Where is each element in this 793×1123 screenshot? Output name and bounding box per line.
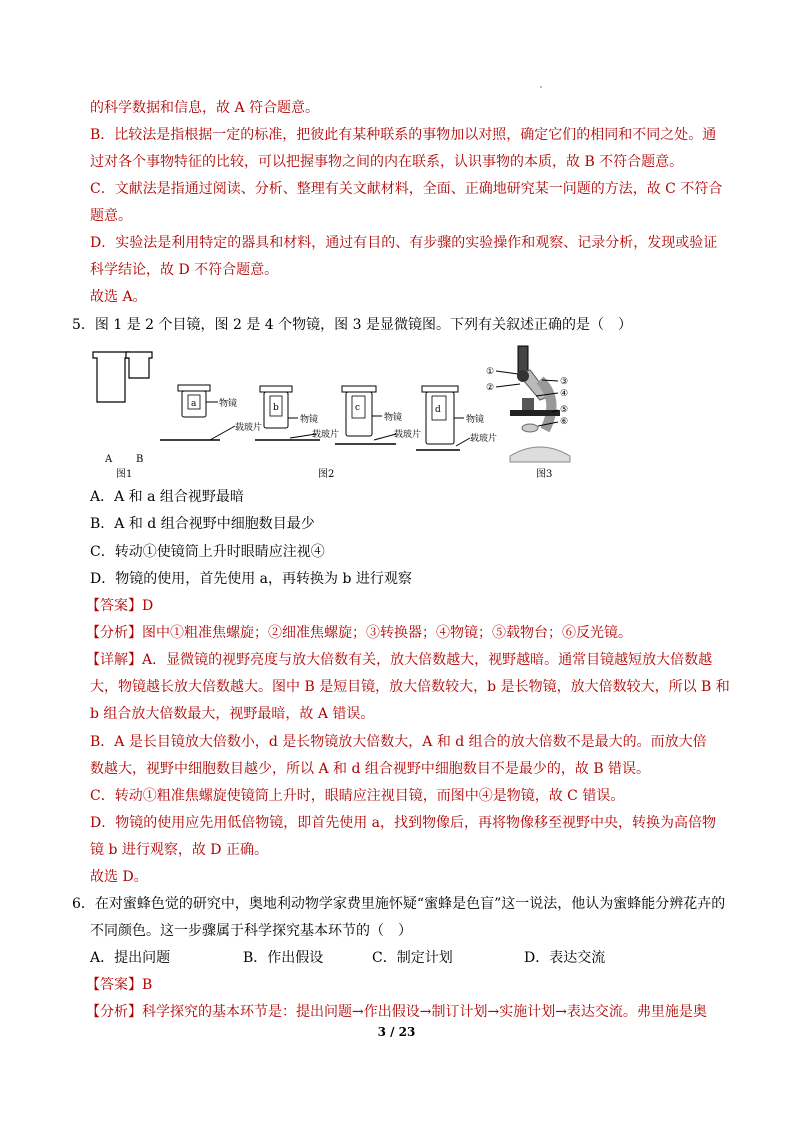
text-line: D．实验法是利用特定的器具和材料，通过有目的、有步骤的实验操作和观察、记录分析，发现或验证 bbox=[90, 235, 718, 251]
objective-d bbox=[422, 386, 458, 444]
scope-mark: ⑥ bbox=[560, 417, 569, 427]
scope-mark: ⑤ bbox=[560, 405, 569, 415]
option: B．作出假设 bbox=[243, 950, 324, 966]
detail-line: 大，物镜越长放大倍数越大。图中 B 是短目镜，放大倍数较大，b 是长物镜，放大倍数较大，所以 B 和 bbox=[90, 679, 730, 695]
scope-mark: ① bbox=[486, 367, 495, 377]
microscope-figure bbox=[90, 340, 590, 480]
microscope-drawing bbox=[510, 346, 570, 462]
objective-label: c bbox=[355, 403, 361, 413]
analysis-row bbox=[86, 1003, 707, 1021]
objective-label: a bbox=[191, 399, 197, 409]
figure-caption: 图1 bbox=[116, 469, 133, 480]
analysis-text: 科学探究的基本环节是：提出问题→作出假设→制订计划→实施计划→表达交流。弗里施是奥 bbox=[142, 1004, 707, 1020]
question-stem: 5．图 1 是 2 个目镜，图 2 是 4 个物镜，图 3 是显微镜图。下列有关叙述正确的是（ ） bbox=[72, 317, 632, 333]
text-line: 的科学数据和信息，故 A 符合题意。 bbox=[90, 100, 320, 116]
text-line: C．文献法是指通过阅读、分析、整理有关文献材料，全面、正确地研究某一问题的方法，故 C 不符合 bbox=[90, 181, 723, 197]
text-line: 故选 A。 bbox=[90, 289, 147, 305]
option: B．A 和 d 组合视野中细胞数目最少 bbox=[90, 516, 315, 532]
page-number: 3 / 23 bbox=[377, 1025, 416, 1039]
figure-caption: 图3 bbox=[536, 469, 553, 480]
eyepiece-label: A bbox=[105, 454, 113, 465]
analysis-tag: 【分析】 bbox=[86, 1004, 142, 1020]
detail-tag: 【详解】 bbox=[86, 652, 142, 668]
analysis-row bbox=[86, 624, 632, 642]
answer-value: D bbox=[142, 598, 154, 614]
slide-text: 载玻片 bbox=[235, 423, 263, 433]
option: D．表达交流 bbox=[524, 950, 606, 966]
scan-speck bbox=[540, 86, 542, 88]
option: C．制定计划 bbox=[372, 950, 453, 966]
objective-label: b bbox=[273, 403, 279, 413]
detail-row bbox=[86, 651, 712, 669]
detail-line: C．转动①粗准焦螺旋使镜筒上升时，眼睛应注视目镜，而图中④是物镜，故 C 错误。 bbox=[90, 788, 625, 804]
analysis-text: 图中①粗准焦螺旋；②细准焦螺旋；③转换器；④物镜；⑤载物台；⑥反光镜。 bbox=[142, 625, 632, 641]
analysis-tag: 【分析】 bbox=[86, 625, 142, 641]
objective-label: d bbox=[435, 405, 441, 415]
eyepiece-b bbox=[126, 352, 152, 378]
detail-line: 镜 b 进行观察，故 D 正确。 bbox=[90, 842, 268, 858]
objective-text: 物镜 bbox=[219, 399, 238, 409]
text-line: 科学结论，故 D 不符合题意。 bbox=[90, 262, 279, 278]
answer-tag: 【答案】 bbox=[86, 598, 142, 614]
eyepiece-a bbox=[93, 352, 129, 402]
scope-mark: ③ bbox=[560, 377, 569, 387]
scope-mark: ② bbox=[486, 383, 495, 393]
answer-row bbox=[86, 976, 152, 994]
slide-text: 载玻片 bbox=[470, 434, 498, 444]
figure-caption: 图2 bbox=[318, 469, 335, 480]
answer-row bbox=[86, 597, 153, 615]
slide-text: 载玻片 bbox=[394, 430, 422, 440]
objective-text: 物镜 bbox=[300, 415, 319, 425]
option: D．物镜的使用，首先使用 a，再转换为 b 进行观察 bbox=[90, 571, 412, 587]
objective-text: 物镜 bbox=[466, 415, 485, 425]
option: A．提出问题 bbox=[90, 950, 171, 966]
detail-line: B．A 是长目镜放大倍数小，d 是长物镜放大倍数大，A 和 d 组合的放大倍数不是最大的。而放大倍 bbox=[90, 734, 707, 750]
question-stem: 6．在对蜜蜂色觉的研究中，奥地利动物学家费里施怀疑“蜜蜂是色盲”这一说法，他认为蜜蜂能分辨花卉的 bbox=[72, 896, 726, 912]
option: C．转动①使镜筒上升时眼睛应注视④ bbox=[90, 544, 325, 560]
detail-line: 数越大，视野中细胞数目越少，所以 A 和 d 组合视野中细胞数目不是最少的，故 B 错误。 bbox=[90, 761, 651, 777]
detail-line: D．物镜的使用应先用低倍物镜，即首先使用 a，找到物像后，再将物像移至视野中央，转换为高倍物 bbox=[90, 815, 717, 831]
option: A．A 和 a 组合视野最暗 bbox=[90, 489, 244, 505]
detail-text: A．显微镜的视野亮度与放大倍数有关，放大倍数越大，视野越暗。通常目镜越短放大倍数越 bbox=[142, 652, 713, 668]
eyepiece-label: B bbox=[136, 454, 144, 465]
slide-text: 载玻片 bbox=[312, 430, 340, 440]
text-line: 题意。 bbox=[90, 208, 132, 224]
text-line: 过对各个事物特征的比较，可以把握事物之间的内在联系，认识事物的本质，故 B 不符合题意。 bbox=[90, 154, 684, 170]
scope-mark: ④ bbox=[560, 389, 569, 399]
objective-text: 物镜 bbox=[384, 413, 403, 423]
answer-value: B bbox=[142, 977, 153, 993]
question-stem: 不同颜色。这一步骤属于科学探究基本环节的（ ） bbox=[90, 923, 412, 939]
text-line: B．比较法是指根据一定的标准，把彼此有某种联系的事物加以对照，确定它们的相同和不同之处。通 bbox=[90, 127, 717, 143]
answer-tag: 【答案】 bbox=[86, 977, 142, 993]
detail-line: b 组合放大倍数最大，视野最暗，故 A 错误。 bbox=[90, 706, 375, 722]
detail-line: 故选 D。 bbox=[90, 869, 148, 885]
